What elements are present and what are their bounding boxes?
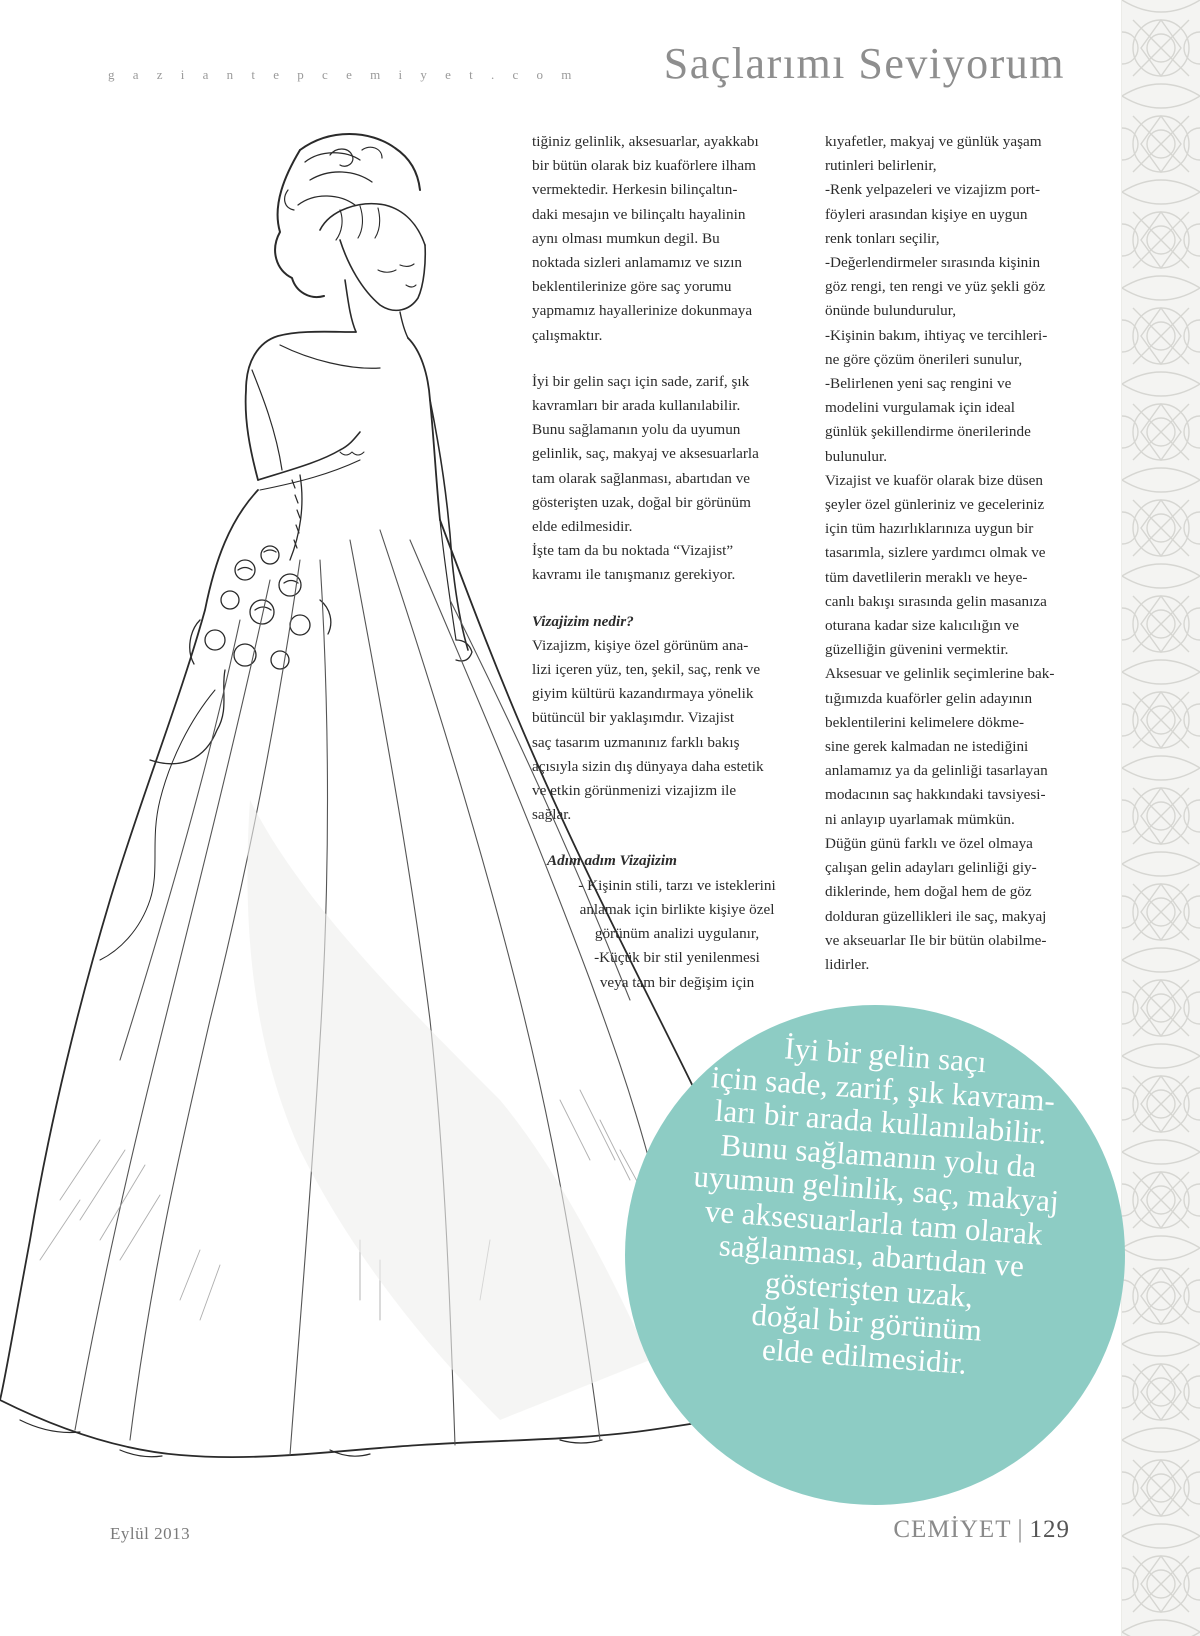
- magazine-name: CEMİYET: [893, 1516, 1012, 1543]
- steps-block: [532, 849, 807, 994]
- skirt-outline: [0, 490, 258, 1400]
- bodice-outline: [258, 432, 360, 480]
- hair-outline: [275, 150, 324, 297]
- article-column-1: [532, 130, 807, 995]
- site-url: g a z i a n t e p c e m i y e t . c o m: [108, 67, 579, 82]
- paragraph-bridal-hair: İyi bir gelin saçı için sade, zarif, şık kavramları bir arada kullanılabilir. Bunu sağlamanın yolu da uyumun gelinlik, saç, makyaj ve aksesuarlarla tam olarak sağlanması, abartıdan ve gösterişten uzak, doğal bir görünüm elde edilmesidir. İşte tam da bu noktada “Vizajist” kavramı ile tanışmanız gerekiyor.: [532, 372, 759, 584]
- paragraph-vizajizm-definition: Vizajizm, kişiye özel görünüm ana- lizi içeren yüz, ten, şekil, saç, renk ve giyim kültürü kazandırmaya yönelik bütüncül bir yaklaşımdır. Vizajist saç tasarım uzmanınız farklı bakış açısıyla sizin dış dünyaya daha estetik ve etkin görünmenizi vizajizm ile sağlar.: [532, 636, 764, 824]
- subheading-what-is-vizajizm: Vizajizim nedir?: [532, 612, 634, 630]
- column-2-text: kıyafetler, makyaj ve günlük yaşam rutinleri belirlenir, -Renk yelpazeleri ve vizajizm port- föyleri arasından kişiye en uygun renk tonları seçilir, -Değerlendirmeler sırasında kişinin göz rengi, ten rengi ve yüz şekli göz önünde bulundurulur, -Kişinin bakım, ihtiyaç ve tercihleri- ne göre çözüm önerileri sunulur, -Belirlenen yeni saç rengini ve modelini vurgulamak için ideal günlük şekillendirme önerilerinde bulunulur. Vizajist ve kuaför olarak bize düsen şeyler özel günleriniz ve geceleriniz için tüm hazırlıklarınıza uygun bir tasarımla, sizlere yardımcı olmak ve tüm davetlilerin meraklı ve heye- canlı bakışı sırasında gelin masanıza oturana kadar size kalıcılığın ve güzelliğin güvenini vermektir. Aksesuar ve gelinlik seçimlerine bak- tığımızda kuaförler gelin adayının beklentilerini kelimelere dökme- sine gerek kalmadan ne istediğini anlamamız ya da gelinliği tasarlayan modacının saç hakkındaki tavsiyesi- ni anlayıp uyarlamak mümkün. Düğün günü farklı ve özel olmaya çalışan gelin adayları gelinliği giy- diklerinde, hem doğal hem de göz dolduran güzellikleri ile saç, makyaj ve akseuarlar Ile bir bütün olabilme- lidirler.: [825, 133, 1055, 973]
- decorative-pattern-strip: [1121, 0, 1200, 1636]
- page-number: 129: [1029, 1516, 1070, 1543]
- folio-separator: |: [1017, 1516, 1024, 1543]
- page-title: Saçlarımı Seviyorum: [663, 39, 1065, 88]
- pattern-graphic: [1122, 0, 1200, 1636]
- paragraph-intro: tiğiniz gelinlik, aksesuarlar, ayakkabı bir bütün olarak biz kuaförlere ilham vermektedir. Herkesin bilinçaltın- daki mesajın ve bilinçaltı hayalinin aynı olması mumkun degil. Bu noktada sizleri anlamamız ve sızın beklentilerinize göre saç yorumu yapmamız hayallerinize dokunmaya çalışmaktır.: [532, 133, 759, 344]
- footer-folio: [893, 1516, 1070, 1544]
- subheading-step-by-step: Adım adım Vizajizim: [547, 852, 677, 870]
- steps-list-text: - Kişinin stili, tarzı ve isteklerini anlamak için birlikte kişiye özel görünüm analizi uygulanır, -Küçük bir stil yenilenmesi veya tam bir değişim için: [578, 876, 776, 991]
- face-outline: [340, 240, 425, 310]
- pull-quote-text: İyi bir gelin saçı için sade, zarif, şık kavram- ları bir arada kullanılabilir. Bunu sağlamanın yolu da uyumun gelinlik, saç, makyaj ve aksesuarlarla tam olarak sağlanması, abartıdan ve gösterişten uzak, doğal bir görünüm elde edilmesidir.: [692, 1030, 1060, 1381]
- issue-date: Eylül 2013: [110, 1524, 191, 1543]
- article-column-2: [825, 130, 1087, 977]
